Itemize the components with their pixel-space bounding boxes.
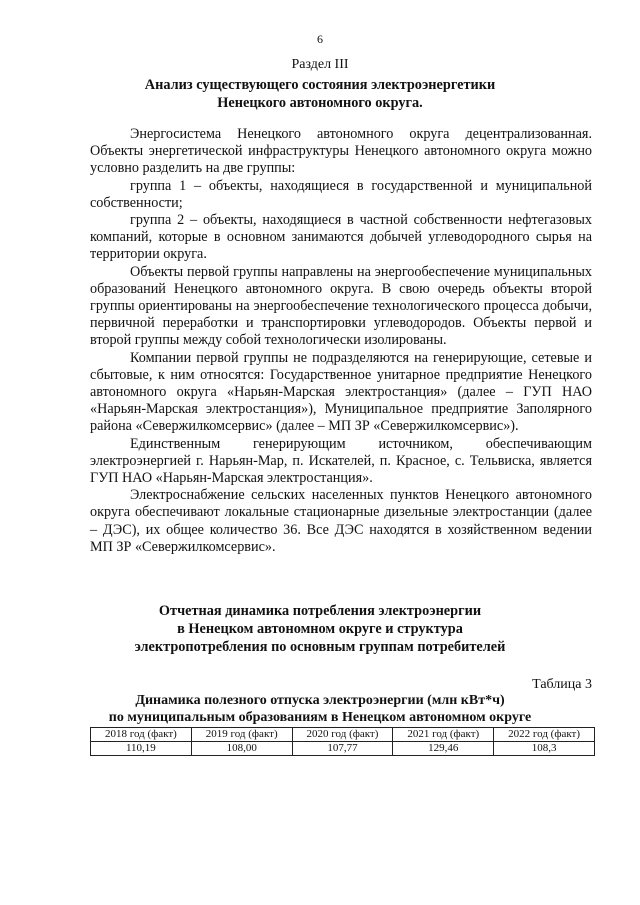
main-heading: [0, 76, 640, 112]
table-cell: 108,3: [494, 742, 595, 756]
paragraph: группа 1 – объекты, находящиеся в государственной и муниципальной собственности;: [90, 177, 592, 211]
paragraph: Объекты первой группы направлены на энергообеспечение муниципальных образований Ненецкого автономного округа. В свою очередь объекты второй группы ориентированы на энергообеспечение технологического процесса добычи, первичной переработки и транспортировки углеводородов. Объекты первой и второй группы между собой технологически изолированы.: [90, 263, 592, 349]
table-header-cell: 2021 год (факт): [393, 728, 494, 742]
page-number: 6: [317, 32, 323, 46]
table-title-line-1: Динамика полезного отпуска электроэнергии (млн кВт*ч): [135, 693, 505, 708]
section-label: Раздел III: [291, 57, 349, 72]
table-header-cell: 2018 год (факт): [91, 728, 192, 742]
table-cell: 110,19: [91, 742, 192, 756]
table-header-cell: 2022 год (факт): [494, 728, 595, 742]
main-heading-line-2: Ненецкого автономного округа.: [217, 95, 423, 111]
table-header-cell: 2019 год (факт): [191, 728, 292, 742]
body-text: [90, 126, 592, 556]
table-caption: Таблица 3: [532, 677, 592, 692]
paragraph: Энергосистема Ненецкого автономного округа децентрализованная. Объекты энергетической инфраструктуры Ненецкого автономного округа можно условно разделить на две группы:: [90, 126, 592, 177]
paragraph: Компании первой группы не подразделяются на генерирующие, сетевые и сбытовые, к ним относятся: Государственное унитарное предприятие Ненецкого автономного округа «Нарьян-Марская электростанция» (далее – ГУП НАО «Нарьян-Марская электростанция»), Муниципальное предприятие Заполярного района «Севержилкомсервис» (далее – МП ЗР «Севержилкомсервис»).: [90, 349, 592, 435]
main-heading-line-1: Анализ существующего состояния электроэнергетики: [144, 77, 496, 93]
table-cell: 129,46: [393, 742, 494, 756]
paragraph: Единственным генерирующим источником, обеспечивающим электроэнергией г. Нарьян-Мар, п. Искателей, п. Красное, с. Тельвиска, является ГУП НАО «Нарьян-Марская электростанция».: [90, 435, 592, 487]
table-row: [91, 742, 595, 756]
subheading-line-3: электропотребления по основным группам потребителей: [134, 639, 506, 655]
table-header-cell: 2020 год (факт): [292, 728, 393, 742]
subheading-line-2: в Ненецком автономном округе и структура: [177, 621, 463, 637]
subheading-line-1: Отчетная динамика потребления электроэнергии: [158, 603, 482, 619]
consumption-table: [90, 727, 595, 756]
paragraph: Электроснабжение сельских населенных пунктов Ненецкого автономного округа обеспечивают локальные стационарные дизельные электростанции (далее – ДЭС), их общее количество 36. Все ДЭС находятся в хозяйственном ведении МП ЗР «Севержилкомсервис».: [90, 487, 592, 555]
section-subheading: [0, 602, 640, 656]
table-title-line-2: по муниципальным образованиям в Ненецком автономном округе: [108, 710, 532, 725]
table-cell: 108,00: [191, 742, 292, 756]
table-cell: 107,77: [292, 742, 393, 756]
table-header-row: [91, 728, 595, 742]
table-title: [0, 692, 640, 726]
paragraph: группа 2 – объекты, находящиеся в частной собственности нефтегазовых компаний, которые в основном занимаются добычей углеводородного сырья на территории округа.: [90, 212, 592, 263]
